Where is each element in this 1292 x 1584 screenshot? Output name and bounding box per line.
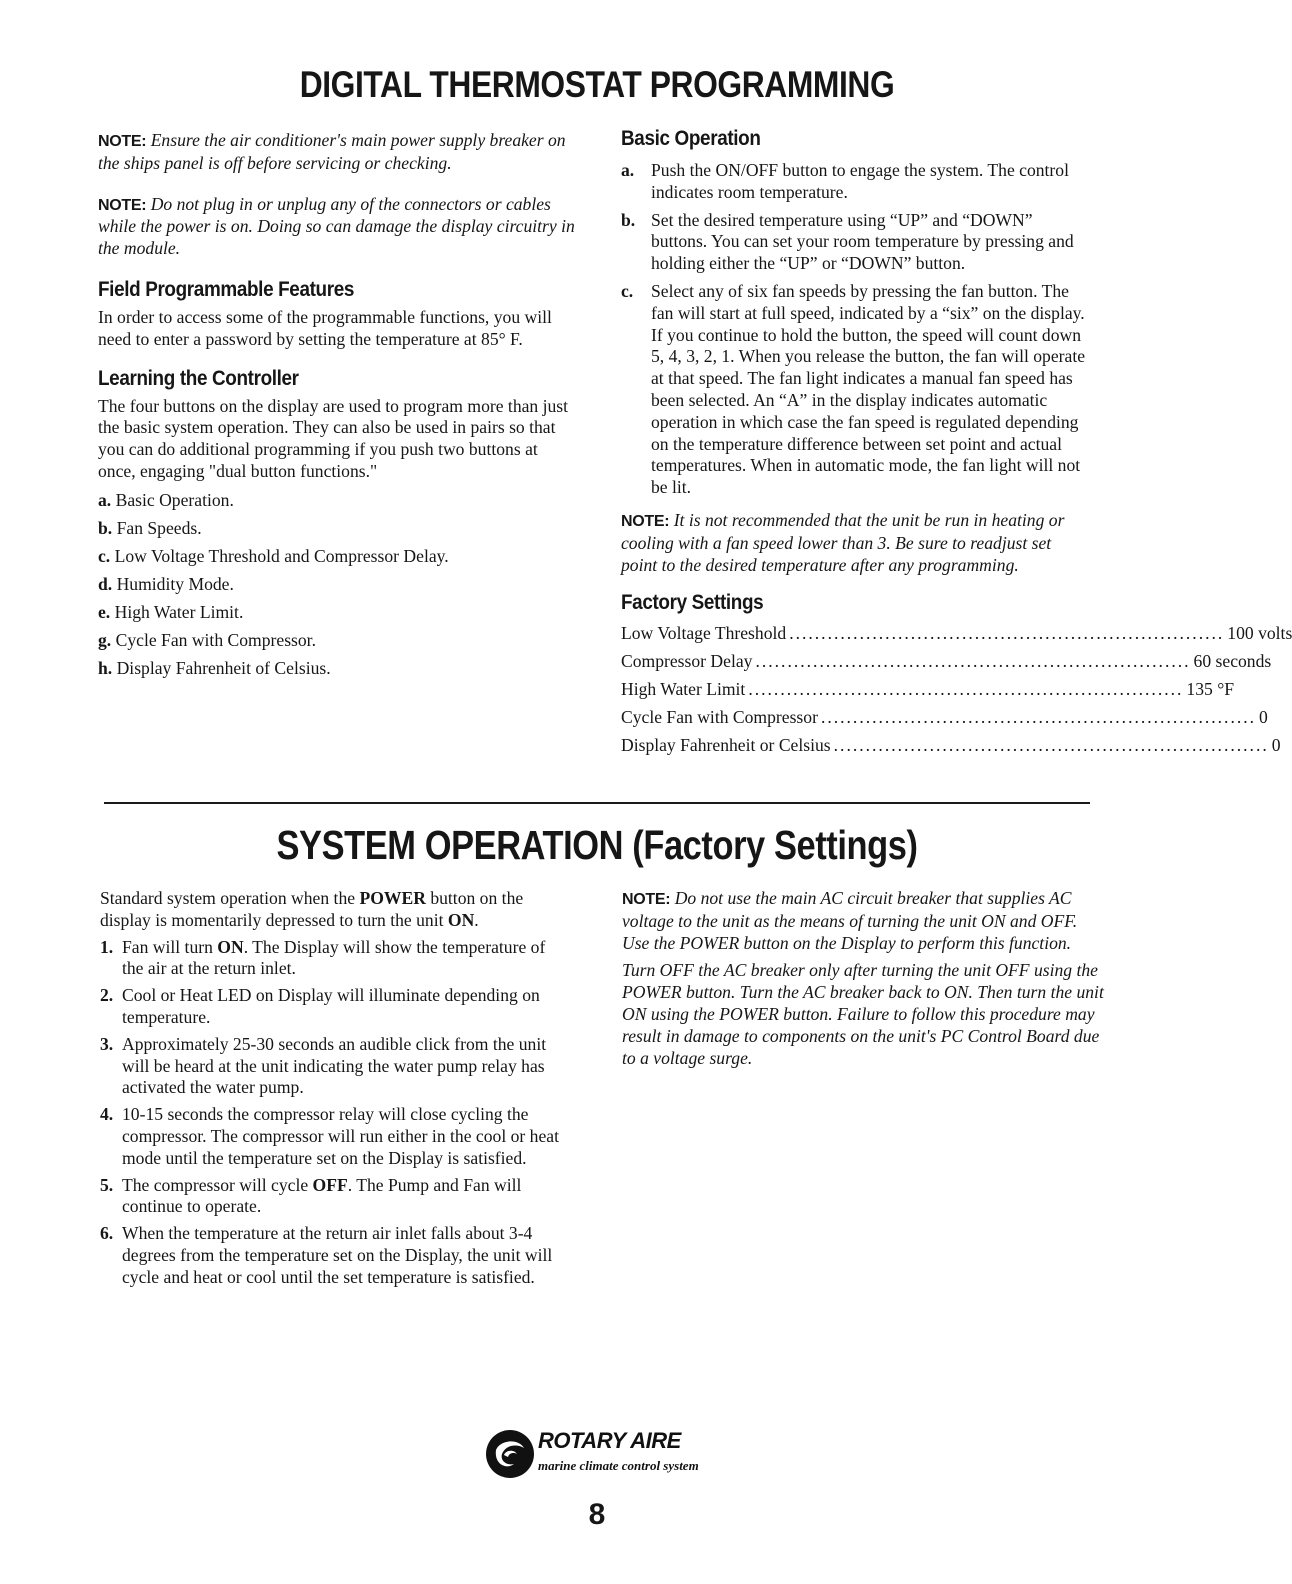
field-programmable-heading: Field Programmable Features: [98, 277, 355, 301]
table-row: Compressor Delay .................................................................... 60 seconds: [621, 651, 1272, 672]
list-item: e. High Water Limit.: [98, 601, 244, 622]
list-item: a. Basic Operation.: [98, 489, 234, 510]
breaker-note: Turn OFF the AC breaker only after turning the unit OFF using the POWER button. Turn the AC breaker back to ON. Then turn the unit ON using the POWER button. Failure to follow this procedure may result in damage to components on the unit's PC Control Board due to a voltage surge.: [622, 960, 1104, 1068]
basic-operation-heading: Basic Operation: [621, 127, 761, 150]
right-column: [621, 127, 1292, 763]
list-item: c. Select any of six fan speeds by pressing the fan button. The fan will start at full speed, indicated by a “six” on the display. If you continue to hold the button, the speed will count down 5, 4, 3, 2, 1. When you release the button, the fan will operate at that speed. The fan light indicates a manual fan speed has been selected. An “A” in the display indicates automatic operation in which case the fan speed is regulated depending on the temperature difference between set point and actual temperatures. When in automatic mode, the fan light will not be lit.: [621, 280, 1086, 498]
brand-logo: [482, 1418, 742, 1498]
table-row: Low Voltage Threshold .................................................................... 100 volts: [621, 623, 1292, 644]
list-item: 3. Approximately 25-30 seconds an audible click from the unit will be heard at the unit indicating the water pump relay has activated the water pump.: [100, 1033, 547, 1098]
list-item: 5. The compressor will cycle OFF. The Pump and Fan will continue to operate.: [100, 1174, 522, 1217]
list-item: b. Fan Speeds.: [98, 517, 202, 538]
system-operation-title: SYSTEM OPERATION (Factory Settings): [276, 822, 918, 868]
learning-controller-heading: Learning the Controller: [98, 366, 299, 390]
list-item: 2. Cool or Heat LED on Display will illuminate depending on temperature.: [100, 985, 540, 1027]
system-left-column: [100, 888, 570, 1289]
list-item: 6. When the temperature at the return air inlet falls about 3-4 degrees from the temperature set on the Display, the unit will cycle and heat or cool until the set temperature is satisfied.: [100, 1223, 553, 1287]
page-title: DIGITAL THERMOSTAT PROGRAMMING: [299, 64, 895, 105]
table-row: Cycle Fan with Compressor .................................................................... 0: [621, 707, 1268, 728]
list-item: 1. Fan will turn ON. The Display will show the temperature of the air at the return inlet.: [100, 936, 546, 979]
note-label: NOTE:: [622, 891, 671, 908]
feature-list: [98, 490, 578, 686]
system-intro: Standard system operation when the POWER button on the display is momentarily depressed to turn the unit ON.: [100, 888, 524, 930]
list-item: b. Set the desired temperature using “UP” and “DOWN” buttons. You can set your room temperature by pressing and holding either the “UP” or “DOWN” button.: [621, 209, 1074, 274]
factory-settings-table: [621, 623, 1292, 763]
note-text: It is not recommended that the unit be run in heating or cooling with a fan speed lower than 3. Be sure to readjust set point to the desired temperature after any programming.: [621, 509, 1065, 575]
list-item: h. Display Fahrenheit of Celsius.: [98, 657, 331, 678]
field-programmable-text: In order to access some of the programmable functions, you will need to enter a password by setting the temperature at 85° F.: [98, 306, 552, 349]
system-right-column: [622, 888, 1106, 1069]
list-item: g. Cycle Fan with Compressor.: [98, 629, 316, 650]
page-number: 8: [588, 1498, 606, 1531]
note-1: [98, 130, 578, 175]
section-divider: [104, 802, 1090, 804]
note-text: Ensure the air conditioner's main power supply breaker on the ships panel is off before servicing or checking.: [98, 130, 566, 173]
note-label: NOTE:: [98, 133, 147, 150]
note-label: NOTE:: [98, 196, 147, 214]
left-column: [98, 130, 578, 686]
power-note: [622, 888, 1106, 954]
brand-tagline: marine climate control system: [538, 1458, 699, 1473]
list-item: 4. 10-15 seconds the compressor relay will close cycling the compressor. The compressor will run either in the cool or heat mode until the temperature set on the Display is satisfied.: [100, 1104, 559, 1168]
note-text: Do not use the main AC circuit breaker that supplies AC voltage to the unit as the means of turning the unit ON and OFF. Use the POWER button on the Display to perform this function.: [622, 888, 1078, 953]
note-2: [98, 194, 578, 260]
list-item: c. Low Voltage Threshold and Compressor Delay.: [98, 545, 449, 566]
list-item: d. Humidity Mode.: [98, 573, 234, 594]
list-item: a. Push the ON/OFF button to engage the system. The control indicates room temperature.: [621, 160, 1069, 202]
table-row: Display Fahrenheit or Celsius .................................................................... 0: [621, 735, 1281, 756]
note-label: NOTE:: [621, 512, 670, 530]
table-row: High Water Limit .................................................................... 135 °F: [621, 679, 1235, 700]
note-text: Do not plug in or unplug any of the connectors or cables while the power is on. Doing so can damage the display circuitry in the module.: [98, 193, 575, 259]
learning-controller-text: The four buttons on the display are used to program more than just the basic system operation. They can also be used in pairs so that you can do additional programming if you push two buttons at once, engaging "dual button functions.": [98, 395, 569, 481]
brand-name: ROTARY AIRE: [538, 1428, 681, 1453]
factory-settings-heading: Factory Settings: [621, 591, 764, 615]
fan-speed-note: [621, 510, 1091, 576]
swirl-logo-icon: [482, 1424, 542, 1484]
